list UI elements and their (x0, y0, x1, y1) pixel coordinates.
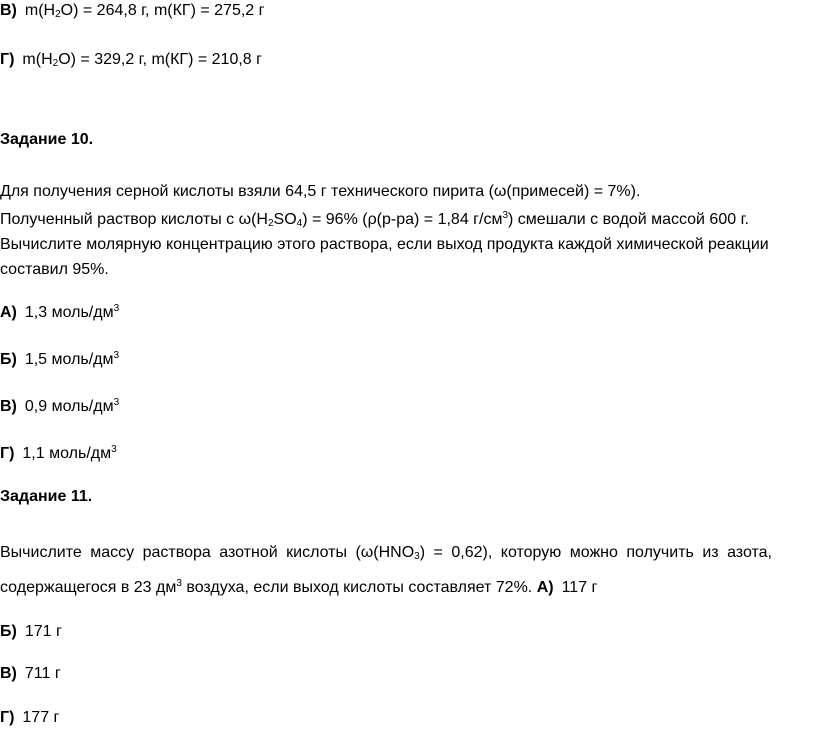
task10-text-line2: Полученный раствор кислоты с $\omega(H_2SO_4) = 96\%$ (ρ(р-ра) = 1,84 $г/см^3$) смешали с водой массой 600 г. (0, 210, 749, 229)
option-label: А) (0, 304, 17, 321)
task10-option-v: В) 0,9 моль/$дм^3$ (0, 397, 120, 415)
task10-text-line4: составил 95%. (0, 261, 109, 278)
option-label: В) (0, 2, 17, 19)
option-value: 1,3 моль/дм (24, 304, 114, 321)
option-text: $m(H_2O) = 329,2$ г, m(КГ) = 210,8 г (22, 51, 262, 69)
option-label: Г) (0, 709, 15, 726)
task10-option-b: Б) 1,5 моль/$дм^3$ (0, 350, 120, 368)
option-value: 0,9 моль/дм (24, 398, 114, 415)
task11-option-b (0, 622, 62, 642)
option-text: $m(H_2O) = 264,8$ г, m(КГ) = 275,2 г (24, 2, 265, 20)
option-value: 117 г (561, 579, 598, 596)
option-label: Б) (0, 623, 17, 640)
task11-title: Задание 11. (0, 488, 93, 505)
option-label: В) (0, 398, 17, 415)
option-label: А) (536, 579, 554, 596)
task10-text-line1: Для получения серной кислоты взяли 64,5 г технического пирита (ω(примесей) = 7%). (0, 183, 641, 200)
option-value: 177 г (22, 709, 60, 726)
task11-text-line1: Вычислите массу раствора азотной кислоты $(\omega(HNO_3) = 0,62)$, которую можно получить из азота, (0, 544, 773, 562)
task11-option-v (0, 664, 61, 684)
option-label: Б) (0, 351, 17, 368)
task11-option-g (0, 708, 59, 728)
option-label: В) (0, 665, 17, 682)
option-value: 1,1 моль/дм (22, 445, 112, 462)
task10-text-line3: Вычислите молярную концентрацию этого раствора, если выход продукта каждой химической реакции (0, 236, 769, 253)
option-label: Г) (0, 51, 15, 68)
option-g-prev (0, 50, 262, 70)
option-value: 1,5 моль/дм (24, 351, 114, 368)
task11-text-line2: содержащегося в 23 $дм^3$ воздуха, если выход кислоты составляет 72%. А) 117 г (0, 578, 598, 596)
task10-option-g: Г) 1,1 моль/$дм^3$ (0, 444, 117, 462)
option-value: 711 г (24, 665, 61, 682)
option-value: 171 г (24, 623, 62, 640)
option-label: Г) (0, 445, 15, 462)
option-v-prev (0, 1, 264, 21)
task10-title: Задание 10. (0, 131, 94, 148)
task10-option-a: А) 1,3 моль/$дм^3$ (0, 303, 120, 321)
